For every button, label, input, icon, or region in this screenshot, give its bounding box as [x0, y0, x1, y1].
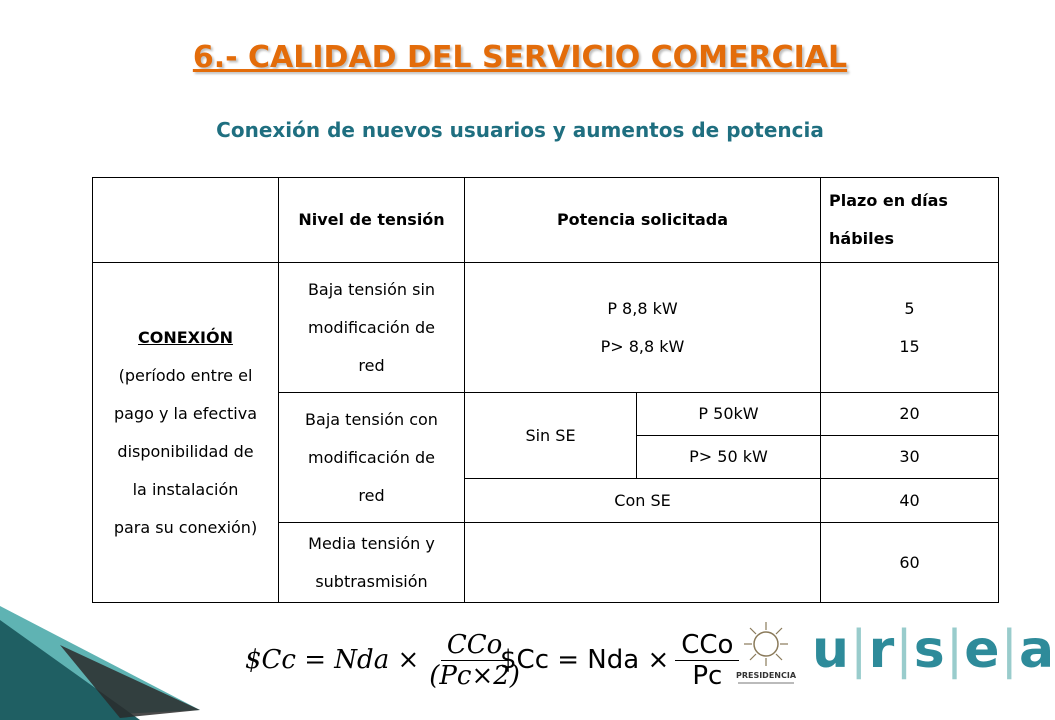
conexion-line: disponibilidad de — [117, 441, 254, 461]
row2-nivel-line: red — [358, 485, 385, 505]
row2-nivel-line: Baja tensión con — [305, 409, 438, 429]
logo-letter: u — [812, 620, 851, 680]
formula-2-numerator: CCo — [675, 630, 739, 661]
ursea-logo: u|r|s|e|a — [812, 620, 1055, 680]
formula-1-numerator: CCo — [441, 630, 508, 661]
seal-text: PRESIDENCIA — [735, 671, 797, 680]
row2-p1: P 50kW — [637, 393, 821, 436]
row2-plazo3: 40 — [821, 479, 999, 523]
row1-nivel — [279, 263, 465, 393]
row2-nivel — [279, 393, 465, 523]
header-nivel: Nivel de tensión — [279, 178, 465, 263]
row3-plazo: 60 — [821, 523, 999, 603]
row1-nivel-line: modificación de — [308, 317, 435, 337]
logo-letter: a — [1019, 620, 1055, 680]
conexion-title: CONEXIÓN — [138, 327, 233, 347]
row1-potencia — [465, 263, 821, 393]
row3-nivel-line: Media tensión y — [308, 533, 435, 553]
row1-plazo-line: 5 — [904, 298, 915, 318]
service-table — [92, 177, 999, 603]
logo-letter: r — [868, 620, 896, 680]
logo-letter: e — [964, 620, 1001, 680]
row2-con-se: Con SE — [465, 479, 821, 523]
row2-p2: P> 50 kW — [637, 436, 821, 479]
conexion-cell — [93, 263, 279, 603]
formula-2 — [500, 620, 745, 700]
conexion-line: la instalación — [132, 479, 239, 499]
conexion-line: pago y la efectiva — [114, 403, 257, 423]
header-row — [93, 178, 999, 263]
page-title: 6.- CALIDAD DEL SERVICIO COMERCIAL — [192, 40, 848, 75]
header-potencia: Potencia solicitada — [465, 178, 821, 263]
conexion-line: para su conexión) — [113, 517, 258, 537]
logo-letter: s — [913, 620, 946, 680]
row3-nivel — [279, 523, 465, 603]
formula-2-lhs: $Cc = Nda × — [500, 645, 670, 675]
header-empty-cell — [93, 178, 279, 263]
row2-plazo1: 20 — [821, 393, 999, 436]
header-plazo-line-2: hábiles — [829, 229, 894, 248]
row3-potencia-empty — [465, 523, 821, 603]
row2-nivel-line: modificación de — [308, 447, 435, 467]
row2-plazo2: 30 — [821, 436, 999, 479]
row1-nivel-line: Baja tensión sin — [307, 279, 436, 299]
row1-potencia-line: P 8,8 kW — [607, 298, 678, 318]
row1-plazo — [821, 263, 999, 393]
page-subtitle: Conexión de nuevos usuarios y aumentos de potencia — [216, 118, 824, 142]
row1-potencia-line: P> 8,8 kW — [600, 336, 685, 356]
row2-sin-se: Sin SE — [465, 393, 637, 479]
row1-plazo-line: 15 — [899, 336, 920, 356]
formula-1-denominator: (Pc×2) — [429, 660, 520, 691]
formula-1-lhs: $Cc = Nda × — [245, 645, 420, 675]
row1-nivel-line: red — [358, 355, 385, 375]
formula-1 — [245, 620, 530, 700]
header-plazo-line-1: Plazo en días — [829, 191, 948, 210]
presidencia-seal-icon — [726, 616, 806, 696]
conexion-line: (período entre el — [118, 365, 253, 385]
row3-nivel-line: subtrasmisión — [315, 571, 428, 591]
corner-decoration — [0, 600, 200, 720]
header-plazo — [821, 178, 999, 263]
table-row — [93, 263, 999, 393]
formula-2-denominator: Pc — [692, 660, 723, 691]
